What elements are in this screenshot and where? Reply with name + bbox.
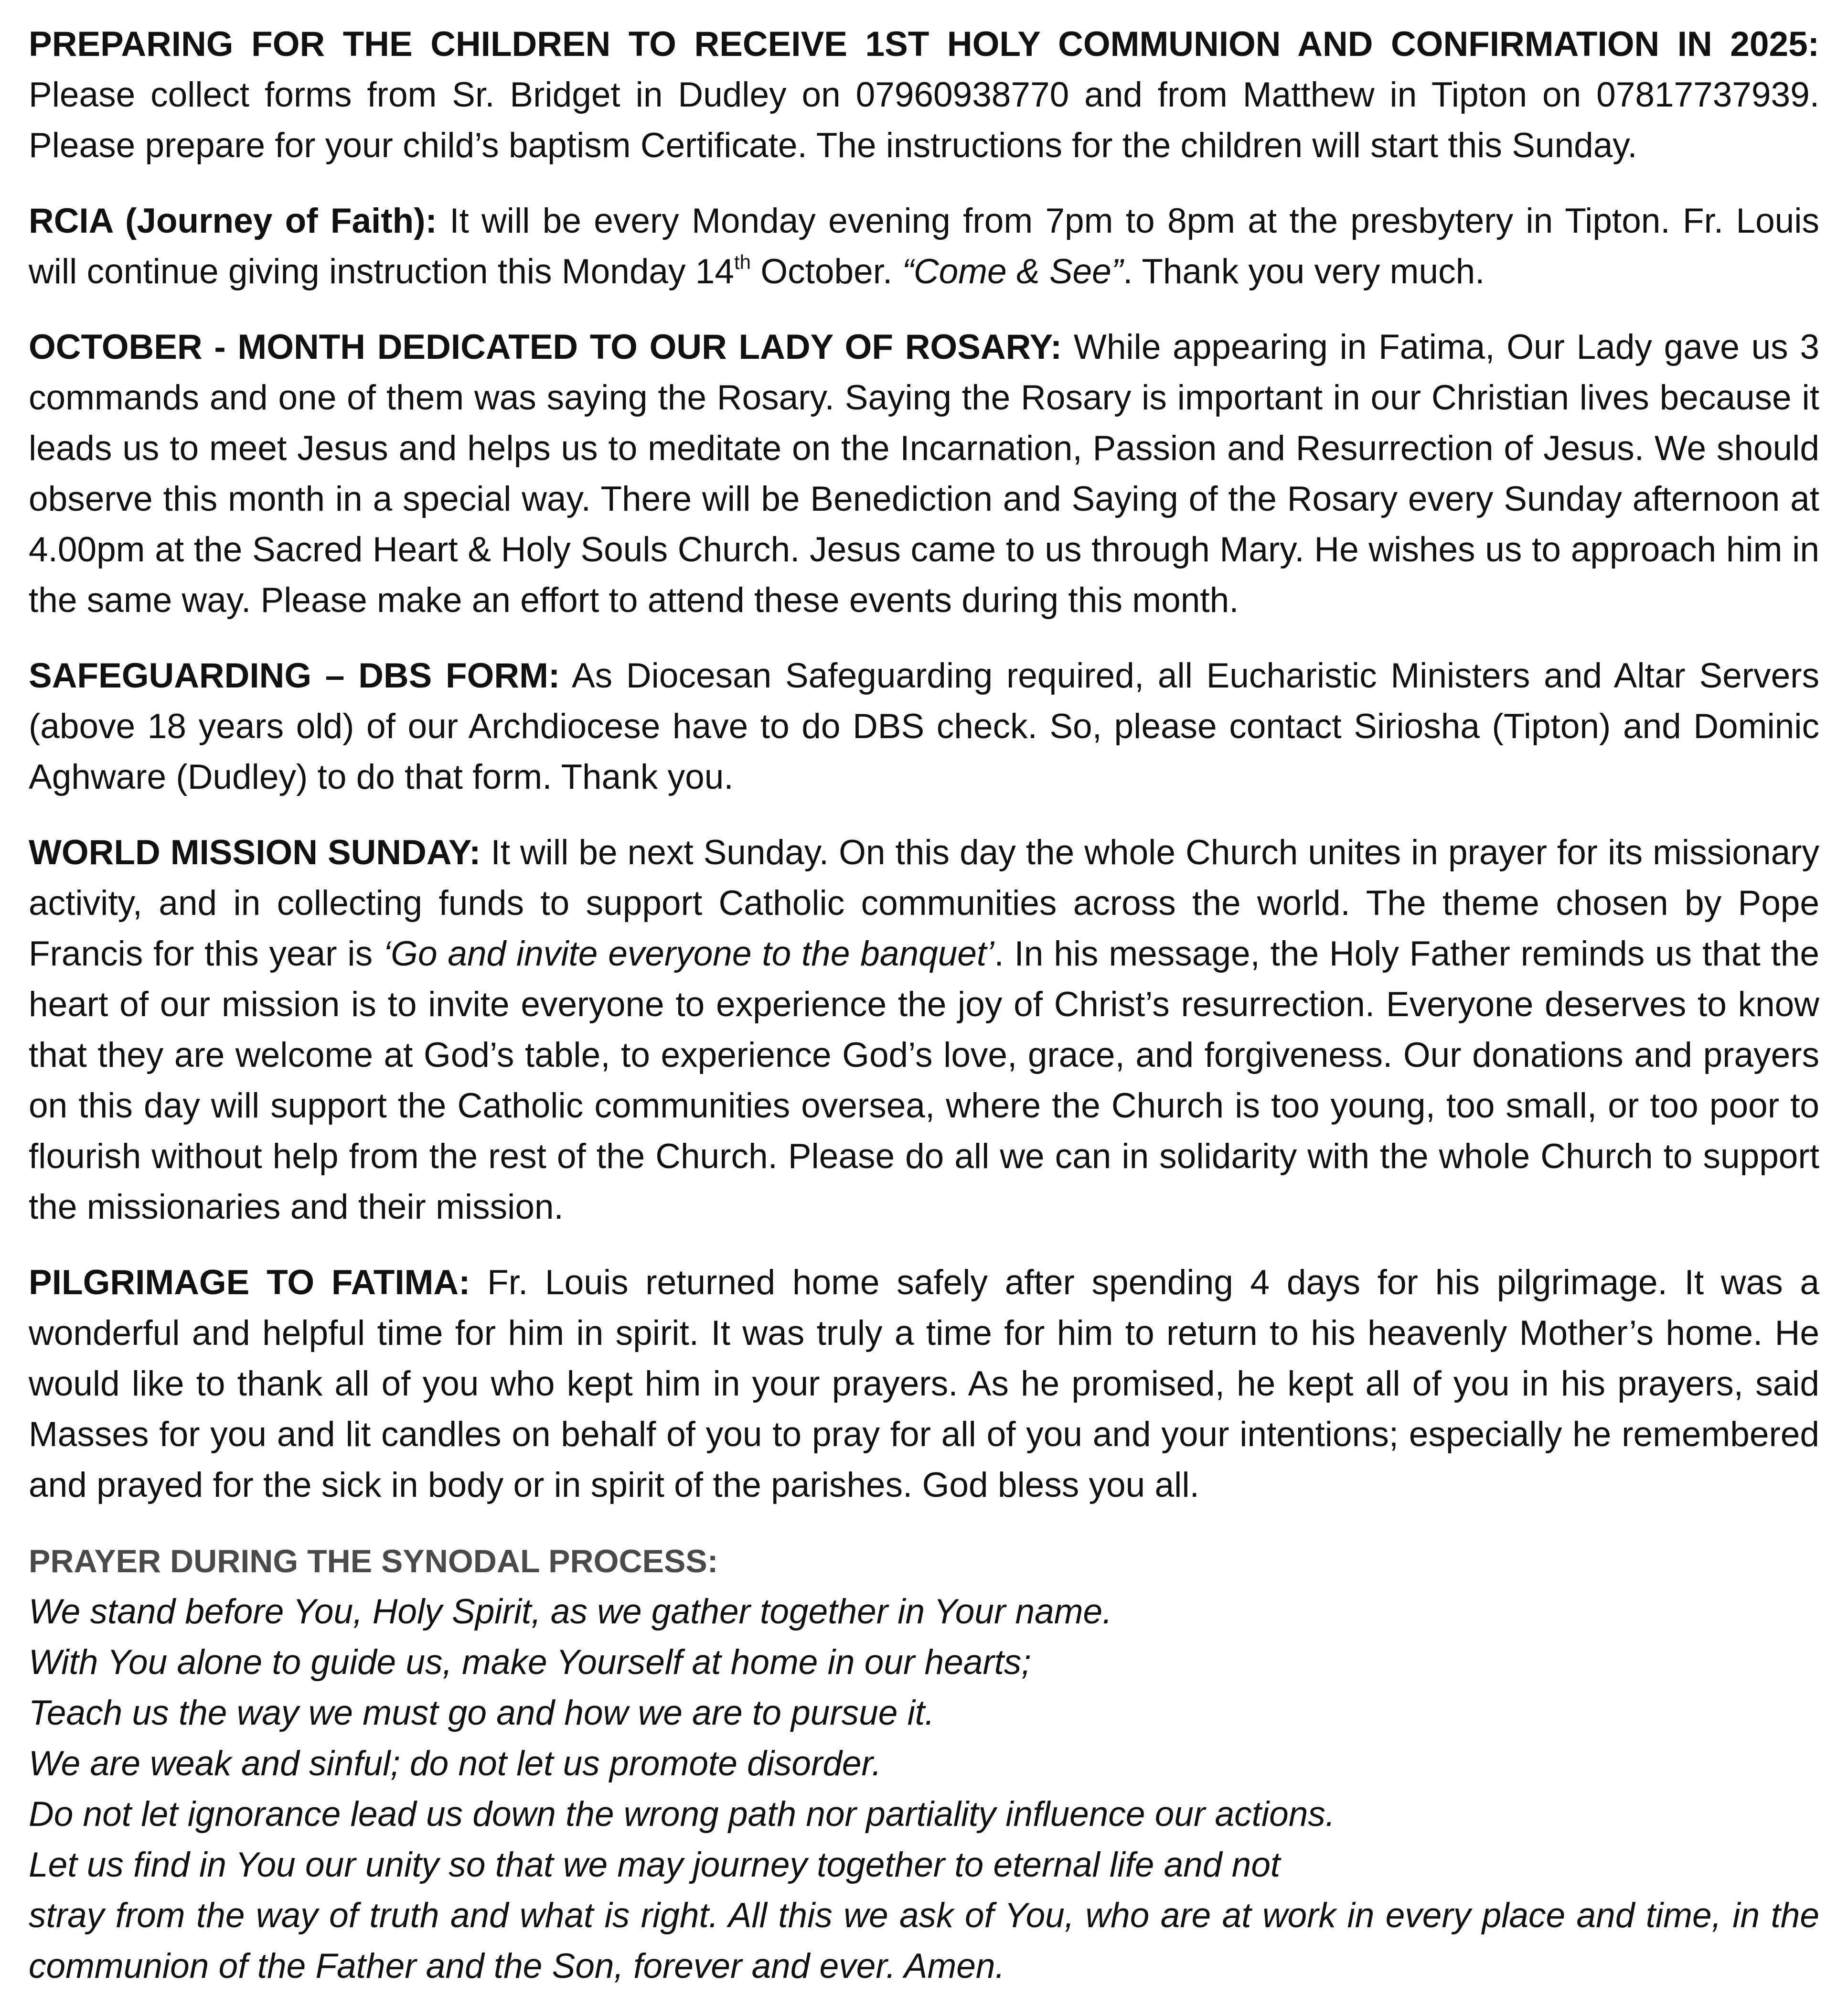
safeguarding-section: [29, 651, 1819, 803]
pilgrimage-body: Fr. Louis returned home safely after spending 4 days for his pilgrimage. It was a wonderful and helpful time for him in spirit. It was truly a time for him to return to his heavenly Mother’s home. He would like to thank all of you who kept him in your prayers. As he promised, he kept all of you in his prayers, said Masses for you and lit candles on behalf of you to pray for all of you and your intentions; especially he remembered and prayed for the sick in body or in spirit of the parishes. God bless you all.: [29, 1263, 1819, 1504]
rosary-heading: OCTOBER - MONTH DEDICATED TO OUR LADY OF ROSARY:: [29, 328, 1062, 366]
communion-heading: PREPARING FOR THE CHILDREN TO RECEIVE 1ST HOLY COMMUNION AND CONFIRMATION IN 2025:: [29, 25, 1819, 64]
mission-body-1: It will be next Sunday. On this day the whole Church unites in prayer for its missionary activity, and in collecting funds to support Catholic communities across the world. The theme chosen by Pope Francis for this year is: [29, 833, 1819, 973]
rcia-ordinal-suffix: th: [734, 251, 751, 273]
mission-theme: ‘Go and invite everyone to the banquet’: [383, 934, 994, 973]
rcia-body-3: . Thank you very much.: [1123, 252, 1485, 291]
communion-body: Please collect forms from Sr. Bridget in Dudley on 07960938770 and from Matthew in Tipton on 07817737939. Please prepare for your child’s baptism Certificate. The instructions for the children will start this Sunday.: [29, 75, 1819, 165]
rcia-body-2: October.: [760, 252, 893, 291]
prayer-line: We stand before You, Holy Spirit, as we gather together in Your name.: [29, 1592, 1112, 1631]
pilgrimage-heading: PILGRIMAGE TO FATIMA:: [29, 1263, 470, 1302]
rcia-heading: RCIA (Journey of Faith):: [29, 202, 437, 240]
prayer-line: Let us find in You our unity so that we may journey together to eternal life and not: [29, 1846, 1281, 1884]
bulletin-page: [29, 19, 1819, 1992]
rosary-section: [29, 322, 1819, 626]
prayer-line: stray from the way of truth and what is right. All this we ask of You, who are at work in every place and time, in the communion of the Father and the Son, forever and ever. Amen.: [29, 1896, 1819, 1986]
rosary-body: While appearing in Fatima, Our Lady gave us 3 commands and one of them was saying the Rosary. Saying the Rosary is important in our Christian lives because it leads us to meet Jesus and helps us to meditate on the Incarnation, Passion and Resurrection of Jesus. We should observe this month in a special way. There will be Benediction and Saying of the Rosary every Sunday afternoon at 4.00pm at the Sacred Heart & Holy Souls Church. Jesus came to us through Mary. He wishes us to approach him in the same way. Please make an effort to attend these events during this month.: [29, 328, 1819, 620]
mission-heading: WORLD MISSION SUNDAY:: [29, 833, 481, 872]
pilgrimage-section: [29, 1257, 1819, 1511]
communion-section: [29, 19, 1819, 171]
prayer-heading: PRAYER DURING THE SYNODAL PROCESS:: [29, 1543, 718, 1579]
rcia-body-1: It will be every Monday evening from 7pm to 8pm at the presbytery in Tipton. Fr. Louis will continue giving instruction this Monday 14: [29, 202, 1819, 291]
prayer-line: We are weak and sinful; do not let us promote disorder.: [29, 1744, 882, 1783]
mission-section: [29, 827, 1819, 1233]
rcia-section: [29, 196, 1819, 297]
prayer-line: With You alone to guide us, make Yourself at home in our hearts;: [29, 1643, 1031, 1682]
safeguarding-body: As Diocesan Safeguarding required, all Eucharistic Ministers and Altar Servers (above 18 years old) of our Archdiocese have to do DBS check. So, please contact Siriosha (Tipton) and Dominic Aghware (Dudley) to do that form. Thank you.: [29, 656, 1819, 796]
safeguarding-heading: SAFEGUARDING – DBS FORM:: [29, 656, 560, 695]
prayer-line: Do not let ignorance lead us down the wrong path nor partiality influence our actions.: [29, 1795, 1335, 1834]
prayer-line: Teach us the way we must go and how we are to pursue it.: [29, 1694, 935, 1732]
rcia-quote: “Come & See”: [902, 252, 1123, 291]
prayer-section: [29, 1535, 1819, 1992]
mission-body-2: . In his message, the Holy Father reminds us that the heart of our mission is to invite everyone to experience the joy of Christ’s resurrection. Everyone deserves to know that they are welcome at God’s table, to experience God’s love, grace, and forgiveness. Our donations and prayers on this day will support the Catholic communities oversea, where the Church is too young, too small, or too poor to flourish without help from the rest of the Church. Please do all we can in solidarity with the whole Church to support the missionaries and their mission.: [29, 934, 1819, 1226]
